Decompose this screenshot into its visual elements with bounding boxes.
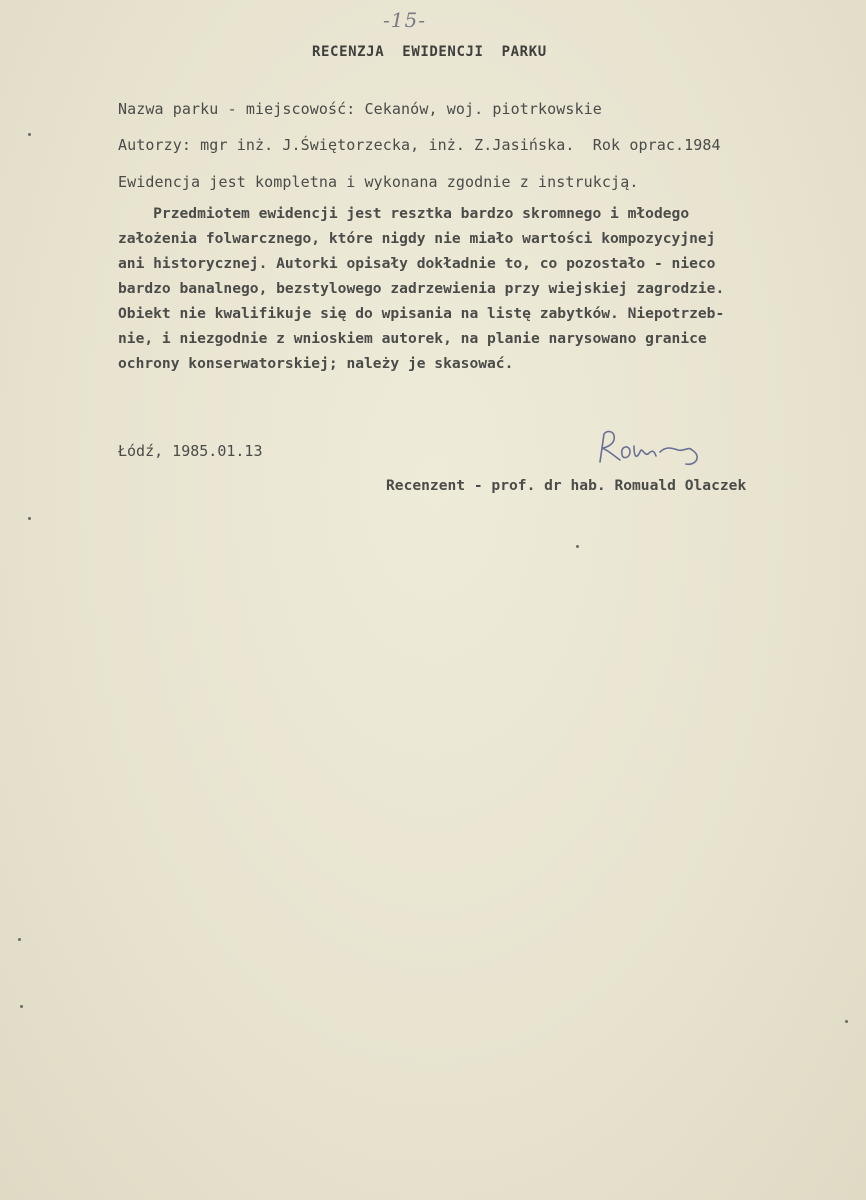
body-line-1: Przedmiotem ewidencji jest resztka bardzo skromnego i młodego: [118, 205, 690, 222]
document-title: RECENZJA EWIDENCJI PARKU: [312, 44, 547, 60]
body-line-2: założenia folwarcznego, które nigdy nie miało wartości kompozycyjnej: [118, 230, 716, 247]
park-name-field: Nazwa parku - miejscowość: Cekanów, woj. piotrkowskie: [118, 100, 602, 118]
reviewer-line: Recenzent - prof. dr hab. Romuald Olaczek: [386, 477, 747, 494]
completeness-statement: Ewidencja jest kompletna i wykonana zgodnie z instrukcją.: [118, 173, 639, 191]
scan-speck: [576, 545, 579, 548]
body-line-7: ochrony konserwatorskiej; należy je skasować.: [118, 355, 514, 372]
scan-speck: [28, 517, 31, 520]
scan-speck: [18, 938, 21, 941]
body-line-4: bardzo banalnego, bezstylowego zadrzewienia przy wiejskiej zagrodzie.: [118, 280, 725, 297]
page-number: -15-: [383, 8, 426, 32]
scan-speck: [28, 133, 31, 136]
body-line-6: nie, i niezgodnie z wnioskiem autorek, na planie narysowano granice: [118, 330, 707, 347]
authors-field: Autorzy: mgr inż. J.Świętorzecka, inż. Z.Jasińska. Rok oprac.1984: [118, 136, 721, 154]
place-and-date: Łódź, 1985.01.13: [118, 442, 263, 460]
body-line-5: Obiekt nie kwalifikuje się do wpisania na listę zabytków. Niepotrzeb-: [118, 305, 725, 322]
handwritten-signature: [592, 426, 722, 471]
body-line-3: ani historycznej. Autorki opisały dokładnie to, co pozostało - nieco: [118, 255, 716, 272]
scan-speck: [845, 1020, 848, 1023]
scan-speck: [20, 1005, 23, 1008]
